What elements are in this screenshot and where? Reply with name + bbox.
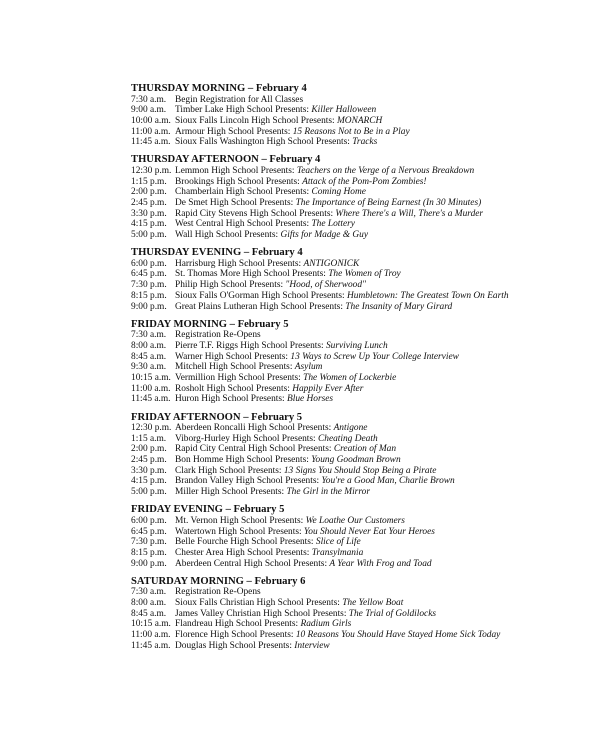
performance-school: Rapid City Stevens High School Presents: — [175, 208, 334, 219]
performance-time: 10:15 a.m. — [131, 619, 171, 630]
performance-time: 8:45 a.m. — [131, 351, 167, 362]
play-title: 13 Ways to Screw Up Your College Interview — [290, 351, 459, 362]
schedule-row — [131, 455, 600, 466]
performance-time: 9:00 p.m. — [131, 558, 167, 569]
section-heading: FRIDAY AFTERNOON – February 5 — [131, 411, 303, 423]
performance-school: Sioux Falls Lincoln High School Presents: — [175, 115, 335, 126]
section-heading: FRIDAY MORNING – February 5 — [131, 318, 289, 330]
performance-time: 3:30 p.m. — [131, 208, 167, 219]
performance-school: Philip High School Presents: — [175, 280, 284, 291]
play-title: Blue Horses — [286, 394, 334, 405]
schedule-row — [131, 466, 600, 477]
schedule-row — [131, 280, 600, 291]
performance-school: De Smet High School Presents: — [175, 198, 294, 208]
performance-time: 4:15 p.m. — [131, 476, 167, 487]
schedule-row — [131, 434, 600, 445]
performance-time: 11:00 a.m. — [131, 630, 171, 640]
performance-school: West Central High School Presents: — [175, 219, 310, 230]
schedule-row — [131, 105, 600, 116]
schedule-row — [131, 548, 600, 559]
schedule-section — [131, 154, 600, 240]
play-title: You're a Good Man, Charlie Brown — [321, 476, 455, 487]
performance-time: 8:00 a.m. — [131, 597, 167, 608]
schedule-row — [131, 166, 600, 177]
schedule-row — [131, 269, 600, 280]
performance-time: 8:15 p.m. — [131, 547, 167, 558]
schedule-row — [131, 116, 600, 127]
performance-school: Aberdeen Roncalli High School Presents: — [175, 423, 332, 433]
performance-time: 6:45 p.m. — [131, 526, 167, 537]
play-title: Creation of Man — [333, 444, 397, 455]
performance-time: 10:15 a.m. — [131, 372, 171, 383]
performance-school: Brandon Valley High School Presents: — [175, 476, 320, 487]
play-title: A Year With Frog and Toad — [329, 558, 432, 569]
performance-time: 7:30 a.m. — [131, 94, 167, 105]
performance-school: Flandreau High School Presents: — [175, 619, 299, 630]
performance-school: Pierre T.F. Riggs High School Presents: — [175, 340, 324, 351]
performance-school: Sioux Falls Christian High School Presents: — [175, 597, 340, 608]
play-title: The Women of Troy — [328, 269, 401, 280]
schedule-section — [131, 412, 600, 498]
play-title: Tracks — [352, 137, 378, 148]
performance-time: 9:30 a.m. — [131, 362, 167, 373]
play-title: Young Goodman Brown — [311, 455, 401, 466]
performance-time: 6:00 p.m. — [131, 515, 167, 526]
play-title: Humbletown: The Greatest Town On Earth — [347, 290, 509, 301]
play-title: 15 Reasons Not to Be in a Play — [292, 126, 410, 137]
play-title: The Lottery — [311, 219, 355, 230]
schedule-row — [131, 302, 600, 313]
performance-school: Florence High School Presents: — [175, 630, 294, 640]
play-title: Happily Ever After — [292, 383, 364, 394]
performance-time: 11:45 a.m. — [131, 394, 171, 405]
performance-time: 11:00 a.m. — [131, 383, 171, 394]
performance-time: 11:45 a.m. — [131, 640, 171, 651]
performance-school: Brookings High School Presents: — [175, 176, 300, 187]
performance-time: 7:30 a.m. — [131, 330, 167, 341]
play-title: Antigone — [333, 423, 368, 433]
play-title: "Hood, of Sherwood" — [285, 280, 366, 291]
performance-time: 8:00 a.m. — [131, 340, 167, 351]
schedule-row — [131, 641, 600, 652]
section-heading: THURSDAY EVENING – February 4 — [131, 247, 303, 259]
play-title: Surviving Lunch — [325, 340, 388, 351]
performance-time: 11:00 a.m. — [131, 126, 171, 137]
performance-school: James Valley Christian High School Presents: — [175, 608, 347, 619]
performance-school: Belle Fourche High School Presents: — [175, 537, 314, 548]
schedule-section — [131, 247, 600, 312]
performance-school: Aberdeen Central High School Presents: — [175, 558, 328, 569]
schedule-row — [131, 516, 600, 527]
play-title: 13 Signs You Should Stop Being a Pirate — [283, 465, 437, 476]
performance-school: Mt. Vernon High School Presents: — [175, 515, 304, 526]
performance-school: Huron High School Presents: — [175, 394, 285, 405]
play-title: The Women of Lockerbie — [303, 372, 397, 383]
performance-school: Registration Re-Opens — [175, 330, 261, 341]
performance-school: Vermillion High School Presents: — [175, 372, 301, 383]
schedule-row — [131, 384, 600, 395]
performance-time: 9:00 p.m. — [131, 301, 167, 312]
performance-school: Miller High School Presents: — [175, 487, 285, 498]
schedule-section — [131, 319, 600, 405]
schedule-row — [131, 219, 600, 230]
play-title: Transylmania — [311, 547, 364, 558]
performance-time: 7:30 p.m. — [131, 280, 167, 291]
schedule-row — [131, 137, 600, 148]
schedule-row — [131, 330, 600, 341]
play-title: Slice of Life — [315, 537, 361, 548]
schedule-row — [131, 476, 600, 487]
schedule-row — [131, 394, 600, 405]
performance-school: Douglas High School Presents: — [175, 640, 292, 651]
performance-time: 2:45 p.m. — [131, 198, 167, 208]
performance-school: Warner High School Presents: — [175, 351, 289, 362]
schedule-row — [131, 598, 600, 609]
performance-school: Bon Homme High School Presents: — [175, 455, 309, 466]
performance-school: Sioux Falls Washington High School Presents: — [175, 137, 350, 148]
section-heading: FRIDAY EVENING – February 5 — [131, 504, 285, 516]
play-title: You Should Never Eat Your Heroes — [303, 526, 435, 537]
schedule-row — [131, 95, 600, 106]
performance-time: 2:00 p.m. — [131, 187, 167, 198]
performance-school: Rosholt High School Presents: — [175, 383, 290, 394]
performance-time: 5:00 p.m. — [131, 230, 167, 241]
play-title: Gifts for Madge & Guy — [280, 230, 368, 241]
play-title: The Yellow Boat — [342, 597, 404, 608]
performance-school: Sioux Falls O'Gorman High School Presents: — [175, 290, 345, 301]
performance-time: 6:45 p.m. — [131, 269, 167, 280]
performance-school: Lemmon High School Presents: — [175, 165, 295, 176]
performance-time: 9:00 a.m. — [131, 105, 167, 116]
play-title: ANTIGONICK — [303, 258, 360, 269]
performance-time: 3:30 p.m. — [131, 465, 167, 476]
schedule-row — [131, 619, 600, 630]
performance-school: Chester Area High School Presents: — [175, 547, 310, 558]
play-title: Coming Home — [311, 187, 366, 198]
play-title: Radium Girls — [300, 619, 352, 630]
schedule-row — [131, 352, 600, 363]
performance-school: Rapid City Central High School Presents: — [175, 444, 332, 455]
schedule-row — [131, 209, 600, 220]
performance-school: Chamberlain High School Presents: — [175, 187, 310, 198]
play-title: The Girl in the Mirror — [286, 487, 370, 498]
performance-time: 11:45 a.m. — [131, 137, 171, 148]
schedule-row — [131, 444, 600, 455]
play-title: The Insanity of Mary Girard — [345, 301, 453, 312]
performance-time: 2:00 p.m. — [131, 444, 167, 455]
schedule-row — [131, 423, 600, 434]
schedule-row — [131, 487, 600, 498]
performance-school: Mitchell High School Presents: — [175, 362, 293, 373]
schedule-row — [131, 177, 600, 188]
schedule-row — [131, 127, 600, 138]
play-title: We Loathe Our Customers — [305, 515, 405, 526]
performance-school: St. Thomas More High School Presents: — [175, 269, 326, 280]
performance-school: Viborg-Hurley High School Presents: — [175, 433, 316, 444]
performance-time: 7:30 p.m. — [131, 537, 167, 548]
performance-school: Armour High School Presents: — [175, 126, 291, 137]
performance-time: 6:00 p.m. — [131, 258, 167, 269]
performance-time: 7:30 a.m. — [131, 587, 167, 598]
section-heading: THURSDAY AFTERNOON – February 4 — [131, 154, 321, 166]
schedule-section — [131, 504, 600, 569]
schedule-row — [131, 527, 600, 538]
performance-time: 1:15 a.m. — [131, 433, 167, 444]
performance-time: 5:00 p.m. — [131, 487, 167, 498]
performance-time: 12:30 p.m. — [131, 165, 172, 176]
schedule-row — [131, 537, 600, 548]
performance-time: 8:15 p.m. — [131, 290, 167, 301]
schedule-row — [131, 559, 600, 570]
performance-school: Watertown High School Presents: — [175, 526, 302, 537]
schedule-row — [131, 362, 600, 373]
performance-time: 8:45 a.m. — [131, 608, 167, 619]
schedule-row — [131, 259, 600, 270]
play-title: Interview — [294, 640, 330, 651]
performance-school: Harrisburg High School Presents: — [175, 258, 302, 269]
schedule-row — [131, 609, 600, 620]
performance-school: Clark High School Presents: — [175, 465, 282, 476]
schedule-row — [131, 587, 600, 598]
performance-time: 4:15 p.m. — [131, 219, 167, 230]
play-title: Cheating Death — [318, 433, 378, 444]
performance-school: Registration Re-Opens — [175, 587, 261, 598]
play-title: Attack of the Pom-Pom Zombies! — [302, 176, 427, 187]
schedule-row — [131, 341, 600, 352]
play-title: Teachers on the Verge of a Nervous Breakdown — [296, 165, 475, 176]
performance-school: Great Plains Lutheran High School Presents: — [175, 301, 343, 312]
schedule-row — [131, 630, 600, 641]
schedule-row — [131, 230, 600, 241]
performance-time: 1:15 p.m. — [131, 176, 167, 187]
play-title: The Importance of Being Earnest (In 30 Minutes) — [295, 198, 482, 208]
performance-school: Timber Lake High School Presents: — [175, 105, 310, 116]
section-heading: THURSDAY MORNING – February 4 — [131, 83, 307, 94]
play-title: The Trial of Goldilocks — [348, 608, 437, 619]
section-heading: SATURDAY MORNING – February 6 — [131, 575, 306, 587]
play-title: Where There's a Will, There's a Murder — [335, 208, 484, 219]
play-title: MONARCH — [336, 115, 383, 126]
performance-time: 2:45 p.m. — [131, 455, 167, 466]
schedule-row — [131, 291, 600, 302]
performance-time: 10:00 a.m. — [131, 115, 171, 126]
performance-time: 12:30 p.m. — [131, 423, 172, 433]
play-title: 10 Reasons You Should Have Stayed Home Sick Today — [295, 630, 501, 640]
play-title: Killer Halloween — [311, 105, 377, 116]
performance-school: Begin Registration for All Classes — [175, 94, 304, 105]
schedule-row — [131, 187, 600, 198]
schedule-section — [131, 83, 600, 148]
play-title: Asylum — [294, 362, 323, 373]
schedule-section — [131, 576, 600, 652]
schedule-row — [131, 198, 600, 209]
performance-school: Wall High School Presents: — [175, 230, 279, 241]
schedule-row — [131, 373, 600, 384]
